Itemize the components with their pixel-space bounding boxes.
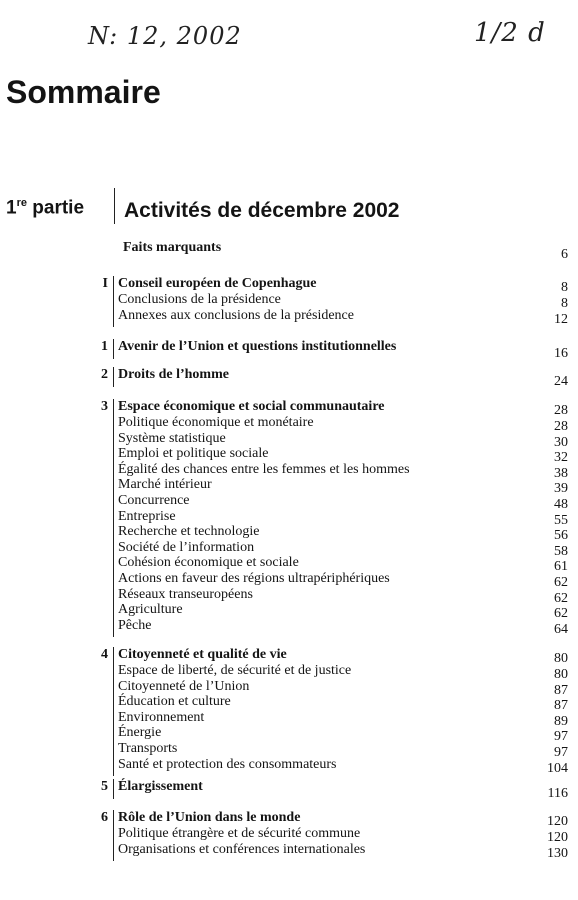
toc-item: Système statistique: [118, 430, 226, 446]
section-number: 6: [101, 810, 108, 825]
toc-item: Éducation et culture: [118, 694, 231, 710]
handwritten-volume-note: 1/2 d: [474, 18, 546, 48]
toc-item-page: 87: [554, 698, 568, 714]
toc-item-page: 12: [554, 311, 568, 327]
toc-item: Santé et protection des consommateurs: [118, 756, 337, 772]
toc-item: Société de l’information: [118, 539, 255, 555]
toc-item: Marché intérieur: [118, 477, 212, 493]
section-title: Citoyenneté et qualité de vie: [118, 647, 287, 662]
toc-item-page: 8: [561, 296, 568, 311]
section-divider: [113, 399, 114, 637]
section-number: 1: [101, 339, 108, 354]
toc-item-page: 64: [554, 621, 568, 637]
part-label-text: partie: [32, 197, 85, 219]
section-page: 80: [554, 651, 568, 666]
section-number: 4: [101, 647, 108, 662]
section-page: 8: [561, 280, 568, 295]
toc-item: Réseaux transeuropéens: [118, 586, 253, 602]
section-number: 3: [101, 399, 108, 414]
toc-item-page: 30: [554, 434, 568, 450]
part-label: [6, 197, 84, 219]
section-page: 16: [554, 346, 568, 361]
section-title: Rôle de l’Union dans le monde: [118, 810, 301, 825]
toc-item: Politique économique et monétaire: [118, 415, 314, 430]
section-title: Espace économique et social communautaire: [118, 399, 385, 414]
toc-item: Actions en faveur des régions ultrapériphériques: [118, 571, 390, 586]
toc-item-page: 48: [554, 497, 568, 512]
section-page: 24: [554, 374, 568, 389]
toc-item-page: 130: [547, 845, 568, 861]
section-title: Élargissement: [118, 779, 203, 794]
handwritten-issue-number: N: 12, 2002: [88, 22, 242, 50]
section-divider: [113, 810, 114, 861]
toc-item-page: 32: [554, 450, 568, 466]
toc-item-page: 55: [554, 512, 568, 528]
section-divider: [113, 276, 114, 327]
toc-item-page: 89: [554, 713, 568, 729]
toc-item: Égalité des chances entre les femmes et les hommes: [118, 461, 410, 477]
part-ordinal-suffix: re: [16, 197, 27, 209]
section-title: Avenir de l’Union et questions institutionnelles: [118, 339, 397, 354]
section-page: 28: [554, 403, 568, 418]
toc-item-page: 56: [554, 528, 568, 544]
section-divider: [113, 367, 114, 387]
toc-item-page: 38: [554, 465, 568, 481]
section-number: I: [102, 276, 108, 291]
toc-item: Organisations et conférences internationales: [118, 841, 366, 857]
section-number: 2: [101, 367, 108, 382]
toc-item: Annexes aux conclusions de la présidence: [118, 307, 354, 323]
toc-item: Conclusions de la présidence: [118, 292, 281, 307]
toc-item: Concurrence: [118, 493, 190, 508]
part-title: Activités de décembre 2002: [124, 199, 400, 222]
part-divider: [114, 188, 115, 224]
toc-item: Agriculture: [118, 602, 183, 618]
toc-item-page: 58: [554, 543, 568, 559]
section-divider: [113, 647, 114, 776]
toc-item-page: 97: [554, 745, 568, 760]
toc-item: Emploi et politique sociale: [118, 446, 269, 462]
section-page: 116: [547, 786, 568, 801]
toc-item: Transports: [118, 741, 178, 756]
toc-item-page: 80: [554, 667, 568, 682]
section-title: Droits de l’homme: [118, 367, 229, 382]
section-page: 120: [547, 814, 568, 829]
section-divider: [113, 779, 114, 799]
section-divider: [113, 339, 114, 359]
toc-item: Énergie: [118, 725, 162, 741]
toc-item-page: 87: [554, 682, 568, 698]
toc-item-page: 28: [554, 419, 568, 434]
toc-item: Citoyenneté de l’Union: [118, 678, 250, 694]
toc-item-page: 104: [547, 760, 568, 776]
section-number: 5: [101, 779, 108, 794]
toc-item: Environnement: [118, 709, 205, 725]
toc-item-page: 62: [554, 575, 568, 590]
toc-item-page: 62: [554, 590, 568, 606]
toc-item: Espace de liberté, de sécurité et de justice: [118, 663, 352, 678]
toc-item-page: 120: [547, 830, 568, 845]
faits-marquants-page: 6: [561, 247, 568, 262]
toc-item-page: 97: [554, 729, 568, 745]
toc-item: Entreprise: [118, 508, 176, 524]
page-title: Sommaire: [6, 74, 161, 110]
toc-item-page: 62: [554, 606, 568, 622]
toc-item: Politique étrangère et de sécurité commune: [118, 826, 361, 841]
toc-item-page: 61: [554, 559, 568, 575]
toc-item-page: 39: [554, 481, 568, 497]
toc-item: Cohésion économique et sociale: [118, 555, 299, 571]
toc-item: Recherche et technologie: [118, 524, 260, 540]
faits-marquants-label: Faits marquants: [123, 240, 222, 255]
toc-item: Pêche: [118, 617, 152, 633]
part-ordinal-number: 1: [6, 197, 17, 219]
section-title: Conseil européen de Copenhague: [118, 276, 317, 291]
